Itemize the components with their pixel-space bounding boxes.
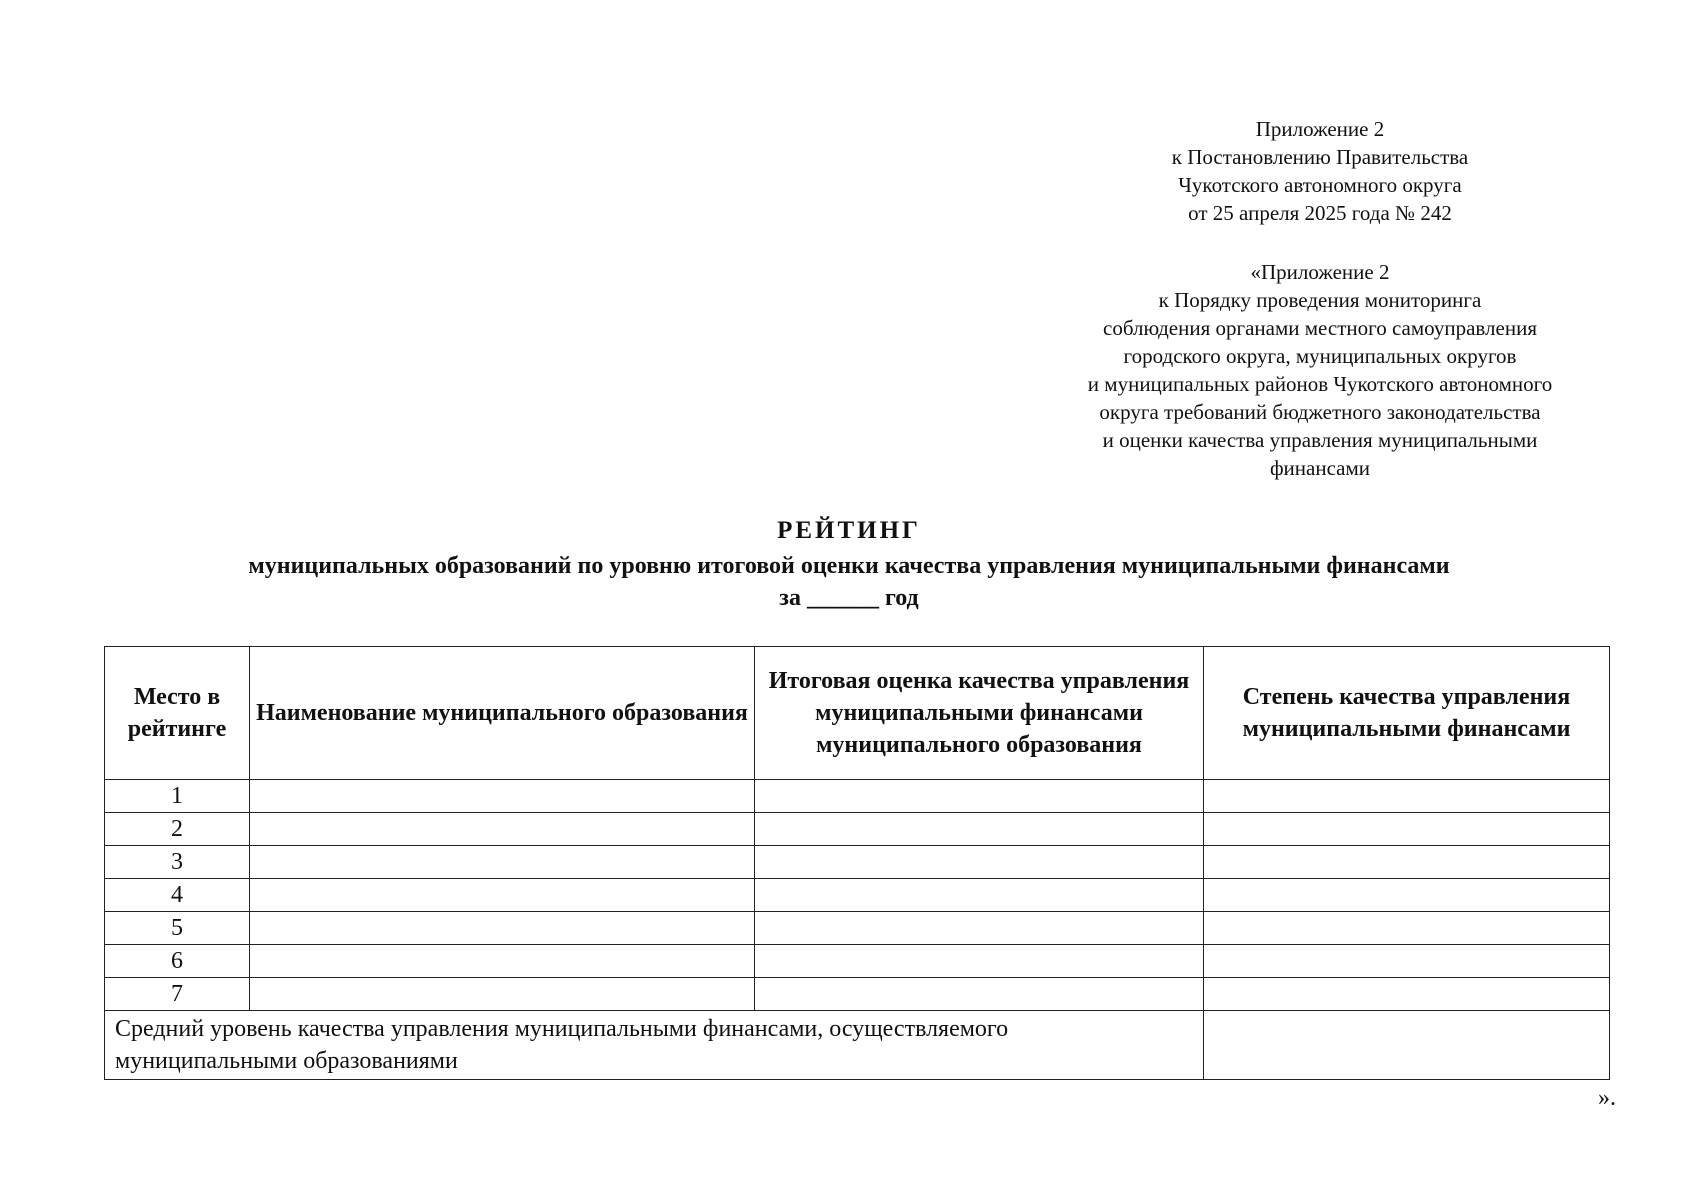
header-quality-degree: Степень качества управления муниципальными финансами bbox=[1204, 647, 1610, 780]
appendix-2-line: к Порядку проведения мониторинга bbox=[1158, 288, 1482, 312]
municipality-cell bbox=[250, 846, 755, 879]
rank-cell: 6 bbox=[105, 945, 250, 978]
municipality-cell bbox=[250, 912, 755, 945]
municipality-cell bbox=[250, 945, 755, 978]
average-row bbox=[105, 1011, 1610, 1080]
degree-cell bbox=[1204, 978, 1610, 1011]
score-cell bbox=[755, 945, 1204, 978]
table-row bbox=[105, 780, 1610, 813]
table-row bbox=[105, 945, 1610, 978]
municipality-cell bbox=[250, 879, 755, 912]
appendix-2-line: округа требований бюджетного законодательства bbox=[1099, 400, 1541, 424]
average-row-label: Средний уровень качества управления муниципальными финансами, осуществляемого муниципальными образованиями bbox=[105, 1011, 1204, 1080]
average-value-cell bbox=[1204, 1011, 1610, 1080]
rank-cell: 4 bbox=[105, 879, 250, 912]
table-row bbox=[105, 846, 1610, 879]
score-cell bbox=[755, 879, 1204, 912]
municipality-cell bbox=[250, 978, 755, 1011]
appendix-2-line: городского округа, муниципальных округов bbox=[1123, 344, 1517, 368]
appendix-2-line: соблюдения органами местного самоуправления bbox=[1103, 316, 1537, 340]
document-title: РЕЙТИНГ bbox=[777, 517, 921, 544]
score-cell bbox=[755, 846, 1204, 879]
header-municipality-name: Наименование муниципального образования bbox=[250, 647, 755, 780]
score-cell bbox=[755, 912, 1204, 945]
score-cell bbox=[755, 780, 1204, 813]
year-line: за ______ год bbox=[779, 585, 919, 611]
appendix-1-line: от 25 апреля 2025 года № 242 bbox=[1188, 201, 1452, 225]
appendix-reference-1 bbox=[1000, 115, 1640, 227]
municipality-cell bbox=[250, 813, 755, 846]
closing-quote-mark: ». bbox=[1598, 1085, 1616, 1111]
rank-cell: 2 bbox=[105, 813, 250, 846]
table-row bbox=[105, 813, 1610, 846]
header-rank: Место в рейтинге bbox=[105, 647, 250, 780]
table-row bbox=[105, 879, 1610, 912]
appendix-2-line: и оценки качества управления муниципальными bbox=[1102, 428, 1538, 452]
document-subtitle: муниципальных образований по уровню итоговой оценки качества управления муниципальными финансами bbox=[248, 553, 1450, 579]
degree-cell bbox=[1204, 846, 1610, 879]
score-cell bbox=[755, 978, 1204, 1011]
degree-cell bbox=[1204, 813, 1610, 846]
degree-cell bbox=[1204, 780, 1610, 813]
score-cell bbox=[755, 813, 1204, 846]
rank-cell: 7 bbox=[105, 978, 250, 1011]
degree-cell bbox=[1204, 879, 1610, 912]
degree-cell bbox=[1204, 945, 1610, 978]
appendix-1-line: Приложение 2 bbox=[1255, 117, 1385, 141]
municipality-cell bbox=[250, 780, 755, 813]
rank-cell: 1 bbox=[105, 780, 250, 813]
table-header-row bbox=[105, 647, 1610, 780]
appendix-2-line: «Приложение 2 bbox=[1250, 260, 1390, 284]
rank-cell: 3 bbox=[105, 846, 250, 879]
degree-cell bbox=[1204, 912, 1610, 945]
table-row bbox=[105, 978, 1610, 1011]
rank-cell: 5 bbox=[105, 912, 250, 945]
appendix-2-line: и муниципальных районов Чукотского автономного bbox=[1087, 372, 1553, 396]
appendix-2-line: финансами bbox=[1269, 456, 1371, 480]
table-row bbox=[105, 912, 1610, 945]
appendix-1-line: к Постановлению Правительства bbox=[1171, 145, 1469, 169]
header-final-score: Итоговая оценка качества управления муниципальными финансами муниципального образования bbox=[755, 647, 1204, 780]
rating-table bbox=[104, 646, 1610, 1080]
appendix-1-line: Чукотского автономного округа bbox=[1178, 173, 1462, 197]
appendix-reference-2 bbox=[1000, 258, 1640, 482]
